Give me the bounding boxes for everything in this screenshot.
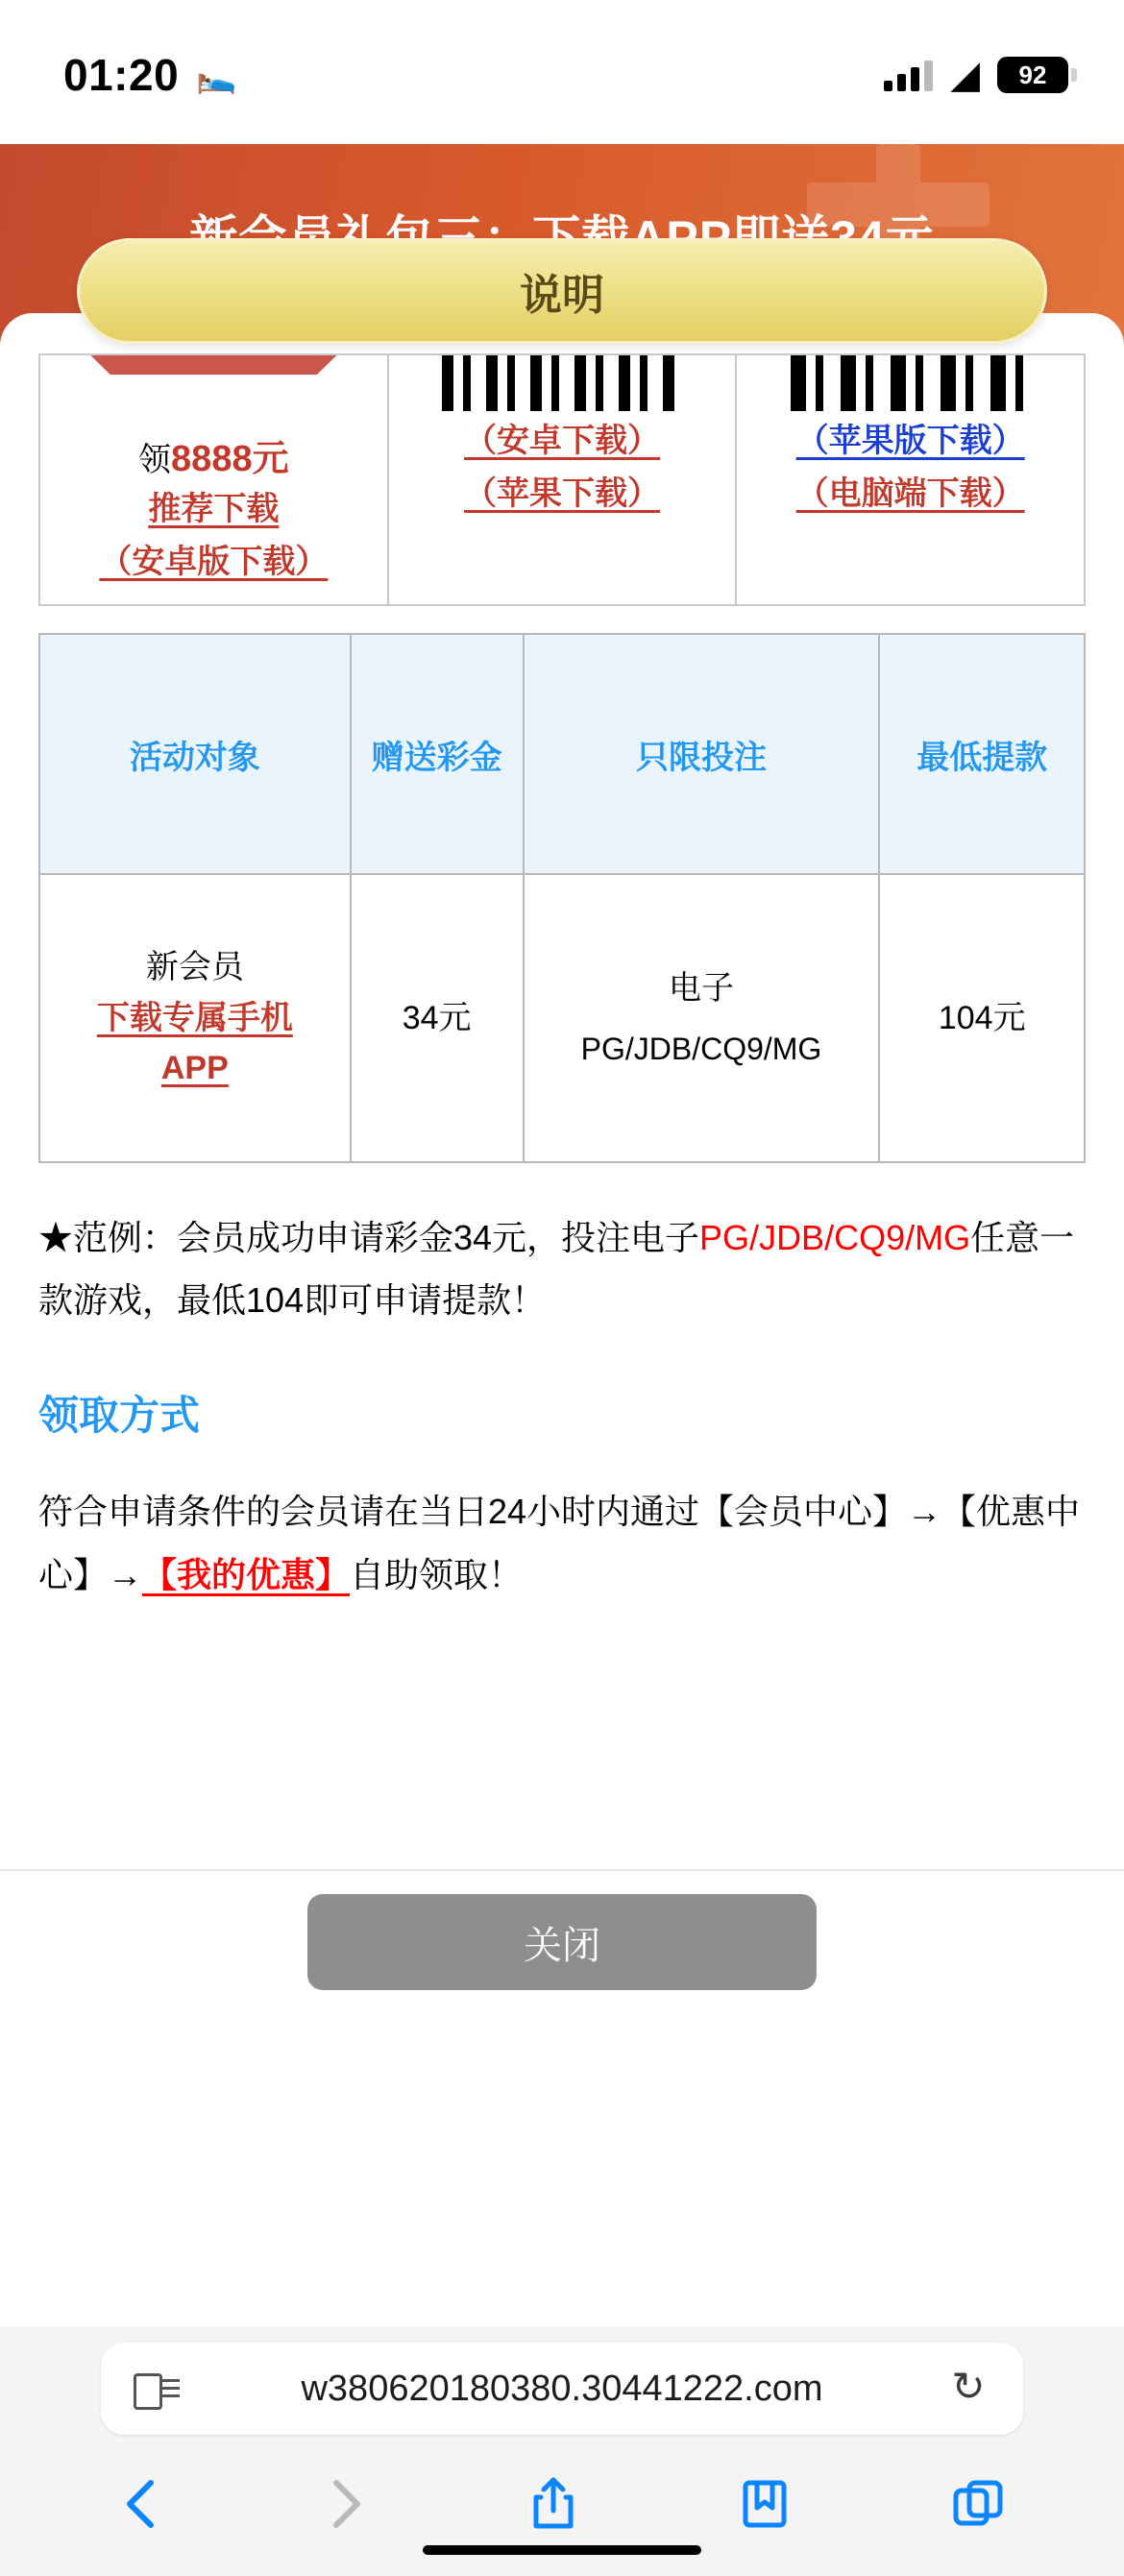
forward-chevron-icon: [325, 2477, 367, 2531]
qr-code-icon: [442, 355, 682, 411]
share-icon[interactable]: [529, 2476, 577, 2532]
download-link-ios-version[interactable]: （苹果版下载）: [795, 423, 1025, 459]
column-header-games: 只限投注: [524, 634, 880, 874]
battery-indicator: 92: [997, 57, 1068, 93]
status-bar-right: [884, 50, 1068, 94]
cellular-signal-icon: [884, 59, 933, 91]
download-cell-qr-2: [736, 354, 1085, 605]
banner-icon: [69, 355, 357, 411]
table-row: [39, 354, 1085, 605]
table-row: [39, 874, 1085, 1162]
column-header-target: 活动对象: [39, 634, 351, 874]
qr-code-icon: [791, 355, 1031, 411]
column-header-min-withdraw: 最低提款: [879, 634, 1085, 874]
wifi-icon: ◢: [950, 54, 980, 96]
promo-modal: [0, 144, 1124, 2576]
download-cell-recommended: [39, 354, 388, 605]
address-bar[interactable]: [101, 2343, 1023, 2435]
bookmarks-icon[interactable]: [740, 2477, 790, 2531]
cell-target-link-2[interactable]: APP: [160, 1050, 229, 1087]
browser-toolbar: [0, 2451, 1124, 2557]
example-prefix: ★范例：会员成功申请彩金34元，投注电子: [38, 1218, 700, 1257]
cell-bonus: 34元: [351, 874, 524, 1162]
bonus-badge-prefix: 领: [138, 442, 172, 478]
url-text[interactable]: w380620180380.30441222.com: [301, 2368, 823, 2409]
page-settings-icon[interactable]: [134, 2369, 178, 2408]
download-link-pc[interactable]: （电脑端下载）: [795, 475, 1025, 512]
bed-icon: 🛌: [196, 59, 237, 95]
instructions-button[interactable]: 说明: [77, 238, 1047, 344]
bonus-badge: [46, 415, 381, 481]
cell-target-main: 新会员: [145, 948, 244, 985]
example-highlight: PG/JDB/CQ9/MG: [699, 1218, 971, 1257]
download-links-table: [38, 353, 1086, 606]
download-link-ios[interactable]: （苹果下载）: [463, 475, 660, 512]
bonus-badge-amount: 8888元: [171, 439, 289, 479]
cell-games-main: 电子: [668, 969, 734, 1007]
cell-min-withdraw: 104元: [879, 874, 1085, 1162]
promo-content: [0, 313, 1124, 1608]
howto-text-1: 符合申请条件的会员请在当日24小时内通过【会员中心】→【优惠中心】→: [38, 1491, 1081, 1595]
home-indicator: [423, 2545, 701, 2555]
howto-text-2: 自助领取！: [350, 1555, 524, 1595]
download-link-android[interactable]: （安卓下载）: [463, 423, 660, 459]
table-header-row: [39, 634, 1085, 874]
promo-sheet: [0, 272, 1124, 2013]
download-cell-qr-1: [388, 354, 737, 605]
back-chevron-icon[interactable]: [120, 2477, 162, 2531]
download-link-android-version[interactable]: （安卓版下载）: [99, 544, 329, 580]
example-paragraph: [38, 1207, 1086, 1332]
cell-games-sub: PG/JDB/CQ9/MG: [580, 1031, 822, 1066]
close-bar: [0, 1869, 1124, 2013]
url-bar-row: [0, 2326, 1124, 2451]
download-link-recommended[interactable]: 推荐下载: [148, 491, 280, 527]
status-bar-left: [63, 43, 237, 101]
cell-target: [39, 874, 351, 1162]
status-bar-clock: 01:20: [63, 50, 180, 100]
reload-icon[interactable]: ↻: [951, 2364, 986, 2409]
close-button[interactable]: 关闭: [307, 1894, 817, 1990]
browser-chrome: [0, 2326, 1124, 2576]
section-heading-howto: 领取方式: [38, 1392, 201, 1438]
column-header-bonus: 赠送彩金: [351, 634, 524, 874]
promo-details-table: [38, 633, 1086, 1163]
howto-paragraph: [38, 1480, 1086, 1608]
example-suffix: 任意一款游戏，最低104即可申请提款！: [38, 1218, 1075, 1320]
note-button-wrap: [0, 238, 1124, 344]
cell-target-link[interactable]: 下载专属手机: [96, 999, 293, 1036]
howto-highlight-link[interactable]: 【我的优惠】: [142, 1555, 351, 1595]
cell-games: [524, 874, 880, 1162]
tabs-icon[interactable]: [952, 2477, 1004, 2531]
